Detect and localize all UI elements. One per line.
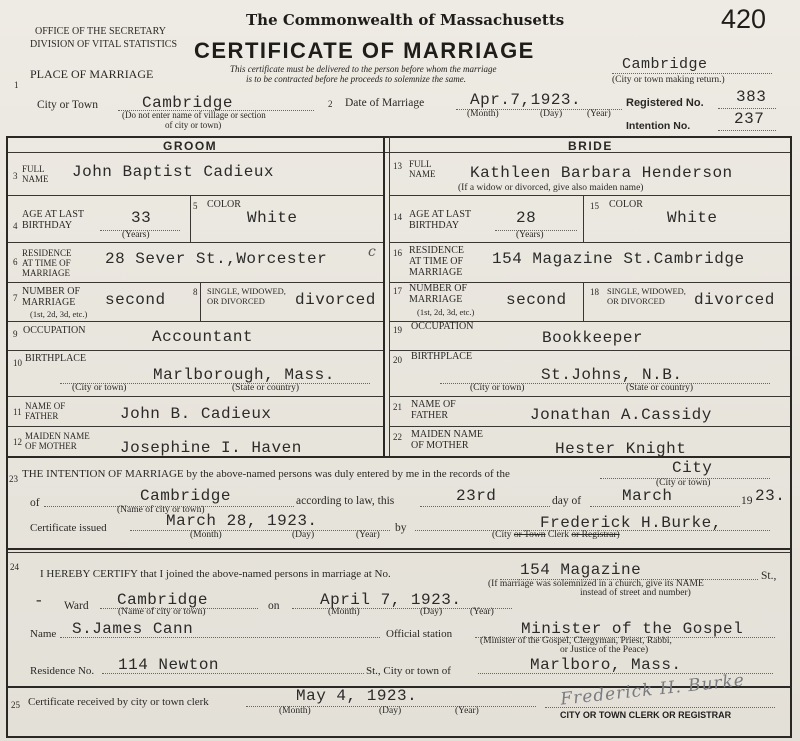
- groom-color-label: COLOR: [207, 199, 241, 210]
- groom-num-3: 3: [13, 171, 18, 181]
- city-label: City or Town: [37, 99, 98, 111]
- bride-color-label: COLOR: [609, 199, 643, 210]
- bride-residence: 154 Magazine St.Cambridge: [492, 250, 745, 268]
- month-label: (Month): [467, 109, 499, 119]
- certify-month-label: (Month): [328, 607, 360, 617]
- groom-full-name: John Baptist Cadieux: [72, 163, 275, 181]
- certify-church-note-1: (If marriage was solemnized in a church, give its NAME: [488, 579, 704, 589]
- bride-res-label-1: RESIDENCE: [409, 245, 464, 256]
- bride-res-label-3: MARRIAGE: [409, 267, 463, 278]
- year-label: (Year): [587, 109, 611, 119]
- bride-years-label: (Years): [516, 230, 544, 240]
- bride-mother: Hester Knight: [555, 440, 687, 458]
- intention-of-label: of: [30, 497, 40, 509]
- certify-date: April 7, 1923.: [320, 591, 462, 609]
- bride-num-21: 21: [393, 402, 402, 412]
- bride-birthplace: St.Johns, N.B.: [541, 366, 683, 384]
- bride-occupation-label: OCCUPATION: [411, 321, 474, 332]
- officiant-name: S.James Cann: [72, 620, 194, 638]
- bride-num-14: 14: [393, 212, 402, 222]
- officiant-residence-label: Residence No.: [30, 665, 95, 677]
- groom-residence: 28 Sever St.,Worcester: [105, 250, 328, 268]
- bride-color: White: [667, 209, 718, 227]
- officiant-name-label: Name: [30, 628, 57, 640]
- groom-color: White: [247, 209, 298, 227]
- bride-num-16: 16: [393, 248, 402, 258]
- groom-num-6: 6: [13, 257, 18, 267]
- bride-marriage-number: second: [506, 291, 567, 309]
- bride-num-20: 20: [393, 355, 402, 365]
- groom-status-label-2: OR DIVORCED: [207, 296, 265, 306]
- groom-num-12: 12: [13, 437, 22, 447]
- intention-of-value: Cambridge: [140, 487, 231, 505]
- bride-num-18: 18: [590, 287, 599, 297]
- bride-num-13: 13: [393, 161, 402, 171]
- certify-church-note-2: instead of street and number): [580, 588, 691, 598]
- groom-num-8: 8: [193, 287, 198, 297]
- day-label: (Day): [540, 109, 563, 119]
- groom-res-label-2: AT TIME OF: [22, 258, 71, 268]
- groom-age: 33: [131, 209, 152, 227]
- ward-label: Ward: [64, 600, 89, 612]
- bride-num-19: 19: [393, 325, 402, 335]
- bride-res-label-2: AT TIME OF: [409, 256, 464, 267]
- groom-heading: GROOM: [163, 139, 218, 153]
- station-note-1: (Minister of the Gospel, Clergyman, Priest, Rabbi,: [480, 636, 672, 646]
- bride-status-label-2: OR DIVORCED: [607, 296, 665, 306]
- bride-number-label-2: MARRIAGE: [409, 294, 463, 305]
- city-note-1: (Do not enter name of village or section: [122, 110, 266, 120]
- city-making-return: Cambridge: [622, 56, 708, 73]
- clerk-signature: Frederick H. Burke: [559, 670, 746, 710]
- groom-birthplace: Marlborough, Mass.: [153, 366, 335, 384]
- groom-name-label-2: NAME: [22, 174, 49, 184]
- groom-occupation: Accountant: [152, 328, 254, 346]
- certify-city-label: (Name of city or town): [118, 607, 206, 617]
- groom-birthplace-label: BIRTHPLACE: [25, 353, 87, 364]
- groom-age-label-1: AGE AT LAST: [22, 209, 85, 220]
- bride-name-note: (If a widow or divorced, give also maiden name): [458, 183, 644, 193]
- intention-number: 237: [734, 110, 765, 128]
- certificate-issued-label: Certificate issued: [30, 522, 107, 534]
- delivery-note-1: This certificate must be delivered to the person before whom the marriage: [230, 64, 497, 74]
- groom-name-label-1: FULL: [22, 164, 45, 174]
- officiant-town-label: St., City or town of: [366, 665, 451, 677]
- groom-res-label-3: MARRIAGE: [22, 268, 71, 278]
- groom-state-label: (State or country): [232, 383, 300, 393]
- received-month-label: (Month): [279, 706, 311, 716]
- bride-num-17: 17: [393, 286, 402, 296]
- groom-marriage-number: second: [105, 291, 166, 309]
- top-rule: [6, 136, 792, 138]
- official-station-label: Official station: [386, 628, 453, 640]
- intention-text: THE INTENTION OF MARRIAGE by the above-named persons was duly entered by me in the records of the: [22, 468, 510, 480]
- certify-address: 154 Magazine: [520, 561, 642, 579]
- bride-occupation: Bookkeeper: [542, 329, 644, 347]
- groom-num-11: 11: [13, 407, 22, 417]
- bride-number-note: (1st, 2d, 3d, etc.): [417, 307, 475, 317]
- bride-num-15: 15: [590, 201, 599, 211]
- groom-years-label: (Years): [122, 230, 150, 240]
- issuing-clerk: Frederick H.Burke,: [540, 514, 722, 532]
- groom-res-label-1: RESIDENCE: [22, 248, 72, 258]
- groom-num-10: 10: [13, 358, 22, 368]
- clerk-title: CITY OR TOWN CLERK OR REGISTRAR: [560, 710, 732, 720]
- officiant-residence: 114 Newton: [118, 656, 220, 674]
- received-year-label: (Year): [455, 706, 479, 716]
- intention-law-label: according to law, this: [296, 495, 395, 507]
- issued-year-label: (Year): [356, 530, 380, 540]
- groom-father: John B. Cadieux: [120, 405, 272, 423]
- groom-num-9: 9: [13, 329, 18, 339]
- bride-name-label-2: NAME: [409, 169, 436, 179]
- commonwealth-heading: The Commonwealth of Massachusetts: [246, 11, 565, 29]
- issued-by-label: by: [395, 522, 407, 534]
- section-number-25: 25: [11, 700, 20, 710]
- certify-year-label: (Year): [470, 607, 494, 617]
- groom-age-label-2: BIRTHDAY: [22, 220, 73, 231]
- bride-mother-label-2: OF MOTHER: [411, 440, 469, 451]
- office-line-1: OFFICE OF THE SECRETARY: [35, 26, 166, 37]
- groom-num-5: 5: [193, 201, 198, 211]
- bride-mother-label-1: MAIDEN NAME: [411, 429, 483, 440]
- delivery-note-2: is to be contracted before he proceeds to solemnize the same.: [246, 74, 467, 84]
- groom-mother: Josephine I. Haven: [120, 439, 302, 457]
- bride-city-label: (City or town): [470, 383, 525, 393]
- bride-age-label-2: BIRTHDAY: [409, 220, 460, 231]
- registered-label: Registered No.: [626, 97, 704, 109]
- section-number-23: 23: [9, 474, 18, 484]
- bride-state-label: (State or country): [626, 383, 694, 393]
- certify-st-label: St.,: [761, 570, 777, 582]
- bride-num-22: 22: [393, 432, 402, 442]
- bride-age-label-1: AGE AT LAST: [409, 209, 472, 220]
- certificate-issued-value: March 28, 1923.: [166, 512, 318, 530]
- intention-records-of: City: [672, 459, 713, 477]
- bride-full-name: Kathleen Barbara Henderson: [470, 164, 733, 182]
- intention-day-value: 23rd: [456, 487, 497, 505]
- registered-number: 383: [736, 88, 767, 106]
- groom-number-label-1: NUMBER OF: [22, 286, 81, 297]
- section-number-24: 24: [10, 562, 19, 572]
- intention-city-or-town-label: (City or town): [656, 478, 711, 488]
- certify-text: I HEREBY CERTIFY that I joined the above-named persons in marriage at No.: [40, 568, 391, 580]
- intention-label: Intention No.: [626, 120, 691, 132]
- received-day-label: (Day): [379, 706, 402, 716]
- bride-father-label-1: NAME OF: [411, 399, 456, 410]
- groom-num-7: 7: [13, 293, 18, 303]
- groom-mother-label-1: MAIDEN NAME: [25, 431, 90, 441]
- groom-city-label: (City or town): [72, 383, 127, 393]
- bride-father-label-2: FATHER: [411, 410, 449, 421]
- groom-father-label-1: NAME OF: [25, 401, 66, 411]
- station-note-2: or Justice of the Peace): [560, 645, 649, 655]
- officiant-town: Marlboro, Mass.: [530, 656, 682, 674]
- issuing-clerk-title: (City or Town Clerk or Registrar): [492, 530, 620, 540]
- date-of-marriage-label: Date of Marriage: [345, 97, 425, 109]
- page-title: CERTIFICATE OF MARRIAGE: [194, 38, 535, 63]
- city-note-2: of city or town): [165, 120, 222, 130]
- groom-number-note: (1st, 2d, 3d, etc.): [30, 309, 88, 319]
- bride-birthplace-label: BIRTHPLACE: [411, 351, 473, 362]
- groom-number-label-2: MARRIAGE: [22, 297, 76, 308]
- groom-status-label-1: SINGLE, WIDOWED,: [207, 286, 286, 296]
- received-label: Certificate received by city or town clerk: [28, 696, 209, 708]
- date-of-marriage-value: Apr.7,1923.: [470, 91, 582, 109]
- groom-mother-label-2: OF MOTHER: [25, 441, 77, 451]
- bride-name-label-1: FULL: [409, 159, 432, 169]
- center-divider: [383, 136, 385, 456]
- section-number-1: 1: [14, 80, 19, 90]
- certify-day-label: (Day): [420, 607, 443, 617]
- bride-number-label-1: NUMBER OF: [409, 283, 468, 294]
- section-number-2: 2: [328, 99, 333, 109]
- bride-father: Jonathan A.Cassidy: [530, 406, 712, 424]
- official-station: Minister of the Gospel: [521, 620, 744, 638]
- groom-status: divorced: [295, 291, 376, 309]
- office-line-2: DIVISION OF VITAL STATISTICS: [30, 39, 178, 50]
- intention-year-prefix: 19: [741, 495, 753, 507]
- certify-on-label: on: [268, 600, 280, 612]
- bride-status-label-1: SINGLE, WIDOWED,: [607, 286, 686, 296]
- intention-year-value: 23.: [755, 487, 786, 505]
- intention-month-value: March: [622, 487, 673, 505]
- city-making-return-label: (City or town making return.): [612, 75, 725, 85]
- groom-num-4: 4: [13, 221, 18, 231]
- groom-residence-mark: c: [368, 244, 376, 260]
- ward-value: -: [34, 592, 45, 610]
- intention-day-of-label: day of: [552, 495, 582, 507]
- place-of-marriage-label: PLACE OF MARRIAGE: [30, 67, 154, 81]
- place-city-value: Cambridge: [142, 94, 233, 112]
- page-number: 420: [721, 4, 767, 34]
- certify-city: Cambridge: [117, 591, 208, 609]
- issued-month-label: (Month): [190, 530, 222, 540]
- groom-father-label-2: FATHER: [25, 411, 59, 421]
- groom-occupation-label: OCCUPATION: [23, 325, 86, 336]
- bride-heading: BRIDE: [568, 139, 613, 153]
- received-date: May 4, 1923.: [296, 687, 418, 705]
- bride-age: 28: [516, 209, 537, 227]
- bride-status: divorced: [694, 291, 775, 309]
- intention-name-label: (Name of city or town): [117, 505, 205, 515]
- issued-day-label: (Day): [292, 530, 315, 540]
